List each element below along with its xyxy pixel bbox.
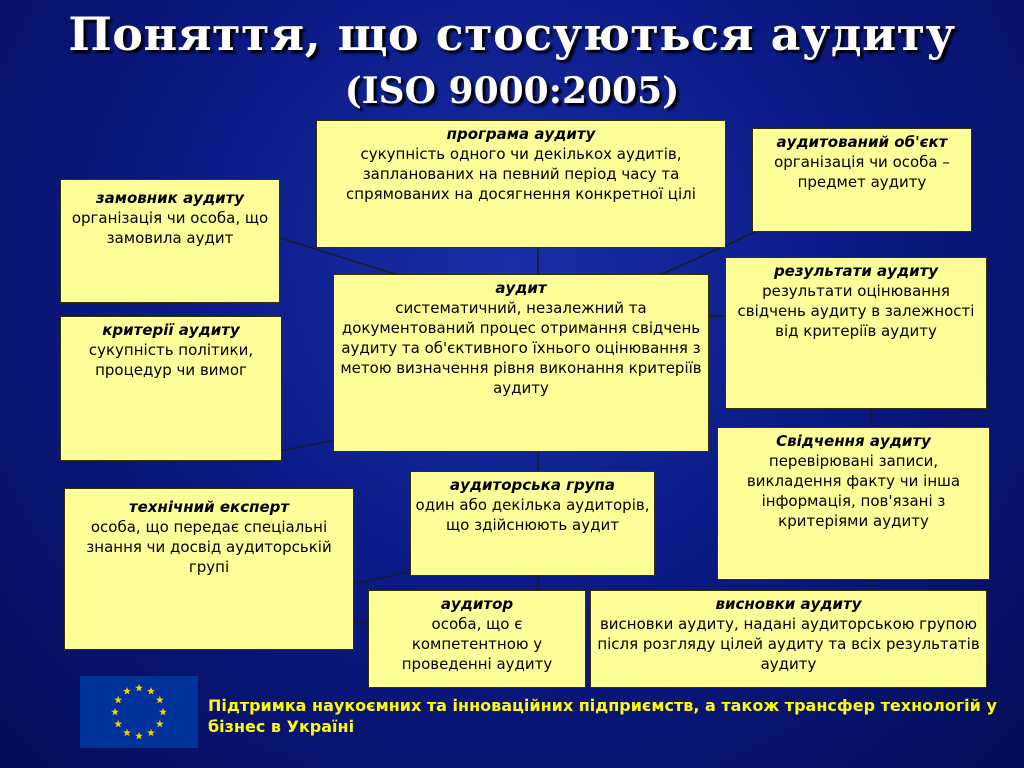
def-audytor: особа, що є компетентною у проведенні аудиту — [401, 615, 553, 673]
slide-title: Поняття, що стосуються аудиту — [68, 7, 956, 61]
eu-star-icon — [114, 720, 122, 728]
term-audytovanyi-obiekt: аудитований об'єкт — [776, 133, 948, 151]
eu-star-icon — [147, 687, 155, 695]
def-programa-audytu: сукупність одного чи декількох аудитів, запланованих на певний період часу та спрямованих на досягнення конкретної цілі — [346, 145, 696, 203]
def-kryterii-audytu: сукупність політики, процедур чи вимог — [88, 341, 254, 379]
eu-star-icon — [156, 696, 164, 704]
box-tekhnichnyi-ekspert — [64, 488, 354, 650]
term-programa-audytu: програма аудиту — [446, 125, 596, 143]
eu-star-icon — [123, 687, 131, 695]
term-audyt: аудит — [495, 279, 547, 297]
term-svidchennia-audytu: Свідчення аудиту — [776, 432, 931, 450]
eu-flag-icon — [80, 676, 198, 748]
term-rezultaty-audytu: результати аудиту — [773, 262, 939, 280]
eu-star-icon — [156, 720, 164, 728]
footer-text: Підтримка наукоємних та інноваційних підприємств, а також трансфер технологій у бізнес в Україні — [208, 696, 997, 736]
eu-star-icon — [135, 732, 143, 740]
term-tekhnichnyi-ekspert: технічний експерт — [128, 498, 290, 516]
box-audytor — [368, 590, 586, 688]
box-audyt — [333, 274, 709, 452]
eu-star-icon — [111, 708, 119, 716]
term-kryterii-audytu: критерії аудиту — [102, 321, 240, 339]
box-kryterii-audytu — [60, 316, 282, 461]
def-audytovanyi-obiekt: організація чи особа – предмет аудиту — [774, 153, 950, 191]
def-audyt: систематичний, незалежний та документований процес отримання свідчень аудиту та об'єктивного їхнього оцінювання з метою визначення рівня виконання критеріїв аудиту — [340, 299, 702, 397]
term-audytor: аудитор — [440, 595, 514, 613]
term-zamovnyk-audytu: замовник аудиту — [95, 189, 245, 207]
box-audytorska-hrupa — [410, 471, 655, 576]
box-vysnovky-audytu — [590, 590, 987, 688]
def-zamovnyk-audytu: організація чи особа, що замовила аудит — [71, 209, 269, 247]
box-svidchennia-audytu — [717, 427, 990, 580]
term-vysnovky-audytu: висновки аудиту — [715, 595, 862, 613]
box-rezultaty-audytu — [725, 257, 987, 409]
eu-star-icon — [159, 708, 167, 716]
def-svidchennia-audytu: перевірювані записи, викладення факту чи інша інформація, пов'язані з критеріями аудиту — [746, 452, 961, 530]
eu-star-icon — [147, 729, 155, 737]
def-vysnovky-audytu: висновки аудиту, надані аудиторською групою після розгляду цілей аудиту та всіх результатів аудиту — [597, 615, 980, 673]
eu-star-icon — [135, 684, 143, 692]
def-rezultaty-audytu: результати оцінювання свідчень аудиту в залежності від критеріїв аудиту — [737, 282, 975, 340]
def-audytorska-hrupa: один або декілька аудиторів, що здійснюють аудит — [415, 496, 650, 534]
box-audytovanyi-obiekt — [752, 128, 972, 232]
eu-star-icon — [114, 696, 122, 704]
term-audytorska-hrupa: аудиторська група — [450, 476, 615, 494]
box-programa-audytu — [316, 120, 726, 248]
box-zamovnyk-audytu — [60, 179, 280, 303]
slide-subtitle: (ISO 9000:2005) — [344, 70, 680, 112]
def-tekhnichnyi-ekspert: особа, що передає спеціальні знання чи досвід аудиторській групі — [86, 518, 332, 576]
eu-star-icon — [123, 729, 131, 737]
